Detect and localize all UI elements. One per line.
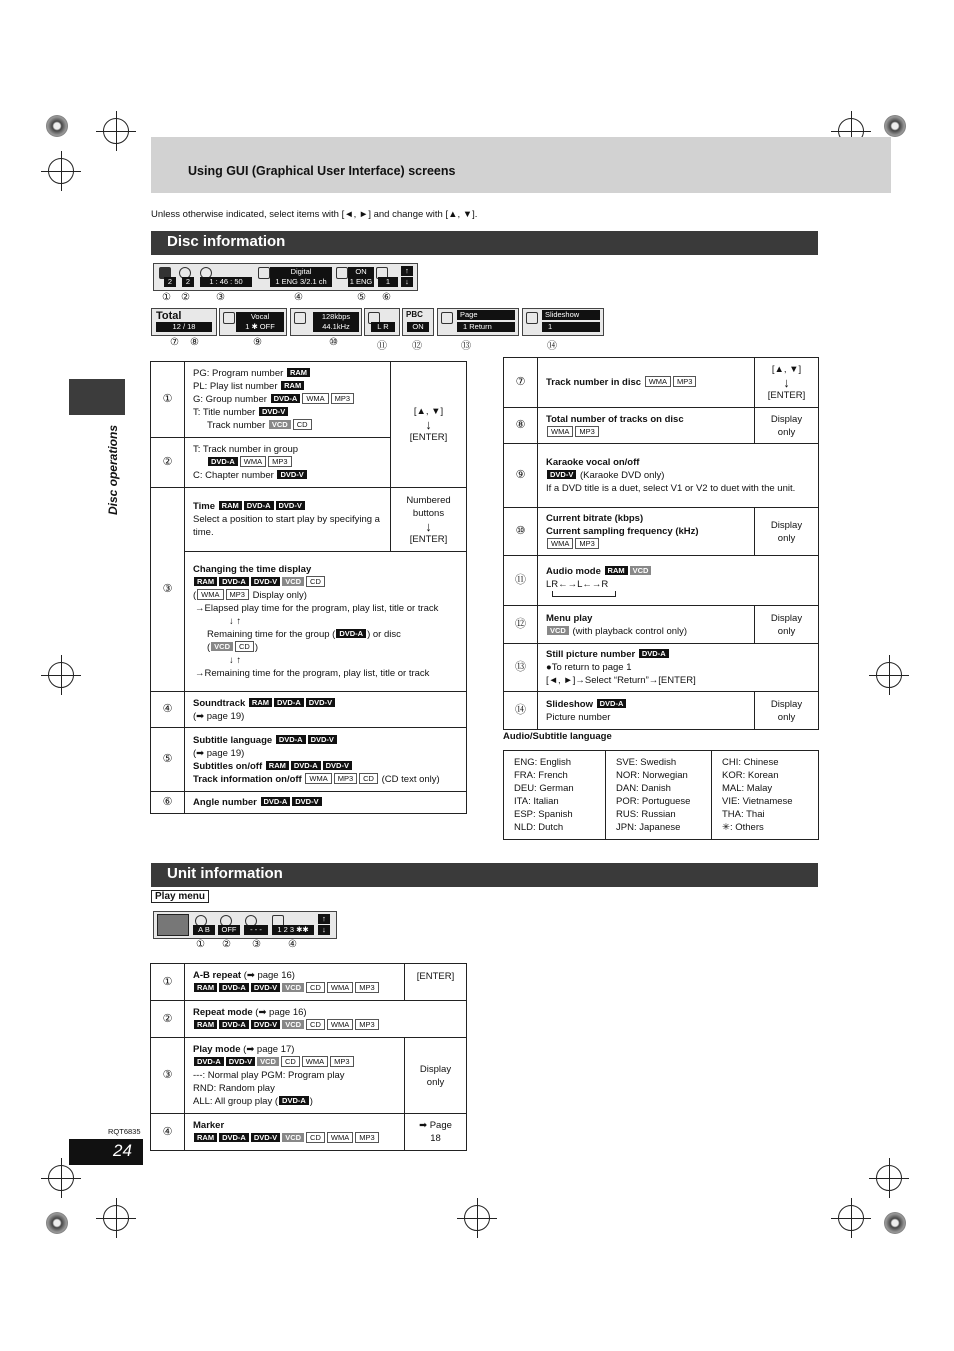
angle-value: 1 [378, 277, 398, 287]
registration-mark [103, 118, 129, 144]
table-row [151, 552, 467, 692]
speaker-icon [223, 312, 235, 324]
speaker-icon [294, 312, 306, 324]
frequency-value: 44.1kHz [313, 322, 359, 332]
callout-8: ⑧ [190, 337, 199, 348]
row-number: ③ [151, 488, 185, 692]
row-content: Marker RAM DVD-A DVD-V VCD CD WMA MP3 [185, 1114, 405, 1151]
color-disk-icon [46, 1212, 68, 1234]
picture-icon [526, 312, 538, 324]
row-keys: Display only [405, 1038, 467, 1114]
audio-mode-value: L R [371, 322, 395, 332]
row-number: ② [151, 1001, 185, 1038]
bitrate-value: 128kbps [313, 312, 359, 322]
row-content: Slideshow DVD-A Picture number [538, 692, 755, 730]
row-content: Track number in disc WMA MP3 [538, 358, 755, 408]
language-table [503, 750, 819, 840]
down-arrow-icon: ↓ [401, 277, 413, 287]
table-row [504, 358, 819, 408]
table-row [151, 1001, 467, 1038]
callout-5: ⑤ [357, 292, 366, 303]
callout-1: ① [196, 939, 205, 950]
callout-2: ② [222, 939, 231, 950]
row-number: ① [151, 362, 185, 438]
up-arrow-icon: ↑ [401, 266, 413, 276]
table-row [151, 792, 467, 814]
chapter-value: 2 [182, 277, 194, 287]
page-box [437, 308, 519, 336]
row-content: Changing the time display RAM DVD-A DVD-V VCD CD ( WMA MP3 Display only) →Elapsed play time for the program, play list, title or track ↓ ↑ Remaining time for the group ( DVD-A ) or disc ( VCD CD ) ↓ ↑ →Remaining time for the program, play list, title or track [185, 552, 467, 692]
row-content: Subtitle language DVD-A DVD-V (➡ page 19) Subtitles on/off RAM DVD-A DVD-V Track information on/off WMA MP3 CD (CD text only) [185, 728, 467, 792]
play-menu-label: Play menu [151, 890, 209, 903]
callout-1: ① [162, 292, 171, 303]
page-number: 24 [69, 1139, 143, 1165]
registration-mark [838, 1205, 864, 1231]
registration-mark [48, 158, 74, 184]
repeat-value: OFF [218, 925, 240, 935]
color-disk-icon [884, 1212, 906, 1234]
side-label: Disc operations [106, 425, 120, 516]
side-tab [69, 379, 125, 415]
row-content: Audio mode RAM VCD LR←→L←→R [538, 556, 819, 606]
row-content: Karaoke vocal on/off DVD-V (Karaoke DVD only) If a DVD title is a duet, select V1 or V2 to duet with the unit. [538, 444, 819, 508]
soundtrack-value: 1 ENG 3/2.1 ch [270, 277, 332, 287]
table-row [504, 408, 819, 444]
doc-code: RQT6835 [108, 1127, 141, 1136]
vocal-value: 1 ✱ OFF [236, 322, 284, 332]
row-number: ① [151, 964, 185, 1001]
row-content: T: Track number in group DVD-A WMA MP3 C: Chapter number DVD-V [185, 438, 391, 488]
language-col-2: SVE: Swedish NOR: Norwegian DAN: Danish POR: Portuguese RUS: Russian JPN: Japanese [606, 751, 712, 840]
row-number: ④ [151, 1114, 185, 1151]
total-box [151, 308, 217, 336]
row-number: ⑭ [504, 692, 538, 730]
row-content: Current bitrate (kbps) Current sampling frequency (kHz) WMA MP3 [538, 508, 755, 556]
registration-mark [876, 1165, 902, 1191]
row-keys: Display only [755, 508, 819, 556]
table-row [151, 964, 467, 1001]
language-title: Audio/Subtitle language [503, 731, 612, 742]
table-row [504, 692, 819, 730]
table-row [504, 444, 819, 508]
row-keys: [▲, ▼] ↓ [ENTER] [755, 358, 819, 408]
marker-value: 1 2 3 ✱✱ [272, 925, 314, 935]
bitrate-box [290, 308, 362, 336]
row-number: ⑫ [504, 606, 538, 644]
row-content: Time RAM DVD-A DVD-V Select a position to start play by specifying a time. [185, 488, 391, 552]
registration-mark [464, 1205, 490, 1231]
disc-icon [157, 914, 189, 936]
row-keys: Display only [755, 606, 819, 644]
row-number: ⑪ [504, 556, 538, 606]
table-row [151, 488, 467, 552]
page-title: Using GUI (Graphical User Interface) screens [188, 164, 456, 178]
row-number: ⑦ [504, 358, 538, 408]
row-number: ⑬ [504, 644, 538, 692]
disc-info-right-table [503, 357, 819, 730]
disc-info-left-table [150, 361, 467, 814]
slideshow-label: Slideshow [542, 310, 600, 320]
language-col-1: ENG: English FRA: French DEU: German ITA: Italian ESP: Spanish NLD: Dutch [504, 751, 606, 840]
row-keys: Numbered buttons ↓ [ENTER] [391, 488, 467, 552]
ab-value: A B [193, 925, 215, 935]
speaker-icon [258, 267, 270, 279]
row-number: ⑧ [504, 408, 538, 444]
subtitle-value: 1 ENG [349, 277, 373, 286]
row-content: A-B repeat (➡ page 16) RAM DVD-A DVD-V VCD CD WMA MP3 [185, 964, 405, 1001]
row-content: Repeat mode (➡ page 16) RAM DVD-A DVD-V VCD CD WMA MP3 [185, 1001, 467, 1038]
table-row [151, 692, 467, 728]
table-row [504, 606, 819, 644]
row-content: Total number of tracks on disc WMA MP3 [538, 408, 755, 444]
row-number: ⑥ [151, 792, 185, 814]
unit-gui-bar [153, 911, 337, 939]
callout-2: ② [181, 292, 190, 303]
table-row [504, 556, 819, 606]
registration-mark [876, 662, 902, 688]
page-label: Page [457, 310, 515, 320]
table-row [151, 728, 467, 792]
pbc-box [402, 308, 434, 336]
row-content: Angle number DVD-A DVD-V [185, 792, 467, 814]
callout-4: ④ [294, 292, 303, 303]
play-mode-value: - - - [244, 925, 268, 935]
up-arrow-icon: ↑ [318, 914, 330, 924]
registration-mark [48, 1165, 74, 1191]
row-keys: [ENTER] [405, 964, 467, 1001]
registration-mark [48, 662, 74, 688]
slideshow-value: 1 [542, 322, 600, 332]
audio-mode-box [364, 308, 400, 336]
row-number: ⑤ [151, 728, 185, 792]
disc-info-heading: Disc information [151, 231, 818, 255]
unit-info-heading: Unit information [151, 863, 818, 887]
callout-7: ⑦ [170, 337, 179, 348]
table-row [151, 1114, 467, 1151]
callout-3: ③ [216, 292, 225, 303]
language-col-3: CHI: Chinese KOR: Korean MAL: Malay VIE: Vietnamese THA: Thai ✳: Others [712, 751, 819, 840]
picture-icon [441, 312, 453, 324]
subtitle-on: ON [348, 267, 374, 277]
pbc-label: PBC [406, 310, 423, 319]
table-row [504, 644, 819, 692]
disc-gui-bar-1 [153, 263, 418, 291]
total-label: Total [156, 310, 182, 322]
row-content: Menu play VCD (with playback control only) [538, 606, 755, 644]
vocal-box [219, 308, 287, 336]
vocal-label: Vocal [236, 312, 284, 322]
registration-mark [103, 1205, 129, 1231]
down-arrow-icon: ↓ [318, 925, 330, 935]
callout-12: ⑫ [412, 341, 422, 352]
page-value: 1 Return [457, 322, 515, 332]
row-number: ⑩ [504, 508, 538, 556]
color-disk-icon [884, 115, 906, 137]
callout-9: ⑨ [253, 337, 262, 348]
row-keys: ➡ Page 18 [405, 1114, 467, 1151]
color-disk-icon [46, 115, 68, 137]
callout-11: ⑪ [377, 341, 387, 352]
callout-10: ⑩ [329, 337, 338, 348]
row-keys: Display only [755, 408, 819, 444]
digital-label: Digital [270, 267, 332, 277]
row-content: Soundtrack RAM DVD-A DVD-V (➡ page 19) [185, 692, 467, 728]
slideshow-box [522, 308, 604, 336]
subtitle-icon [336, 267, 348, 279]
table-row [151, 362, 467, 438]
row-keys: [▲, ▼] ↓ [ENTER] [391, 362, 467, 488]
callout-14: ⑭ [547, 341, 557, 352]
callout-3: ③ [252, 939, 261, 950]
callout-13: ⑬ [461, 341, 471, 352]
total-value: 12 / 18 [156, 322, 212, 332]
callout-6: ⑥ [382, 292, 391, 303]
row-number: ③ [151, 1038, 185, 1114]
row-content: PG: Program number RAM PL: Play list number RAM G: Group number DVD-A WMA MP3 T: Title number DVD-V Track number VCD CD [185, 362, 391, 438]
intro-text: Unless otherwise indicated, select items with [◄, ►] and change with [▲, ▼]. [151, 209, 478, 220]
pbc-value: ON [407, 322, 429, 332]
time-value: 1 : 46 : 50 [200, 277, 252, 287]
group-value: 2 [164, 277, 176, 287]
row-number: ⑨ [504, 444, 538, 508]
row-number: ② [151, 438, 185, 488]
row-content: Still picture number DVD-A ●To return to page 1 [◄, ►]→Select “Return”→[ENTER] [538, 644, 819, 692]
unit-info-table [150, 963, 467, 1151]
row-keys: Display only [755, 692, 819, 730]
table-row [151, 1038, 467, 1114]
callout-4: ④ [288, 939, 297, 950]
row-content: Play mode (➡ page 17) DVD-A DVD-V VCD CD WMA MP3 ---: Normal play PGM: Program play RND: Random play ALL: All group play ( DVD-A ) [185, 1038, 405, 1114]
row-number: ④ [151, 692, 185, 728]
table-row [504, 508, 819, 556]
